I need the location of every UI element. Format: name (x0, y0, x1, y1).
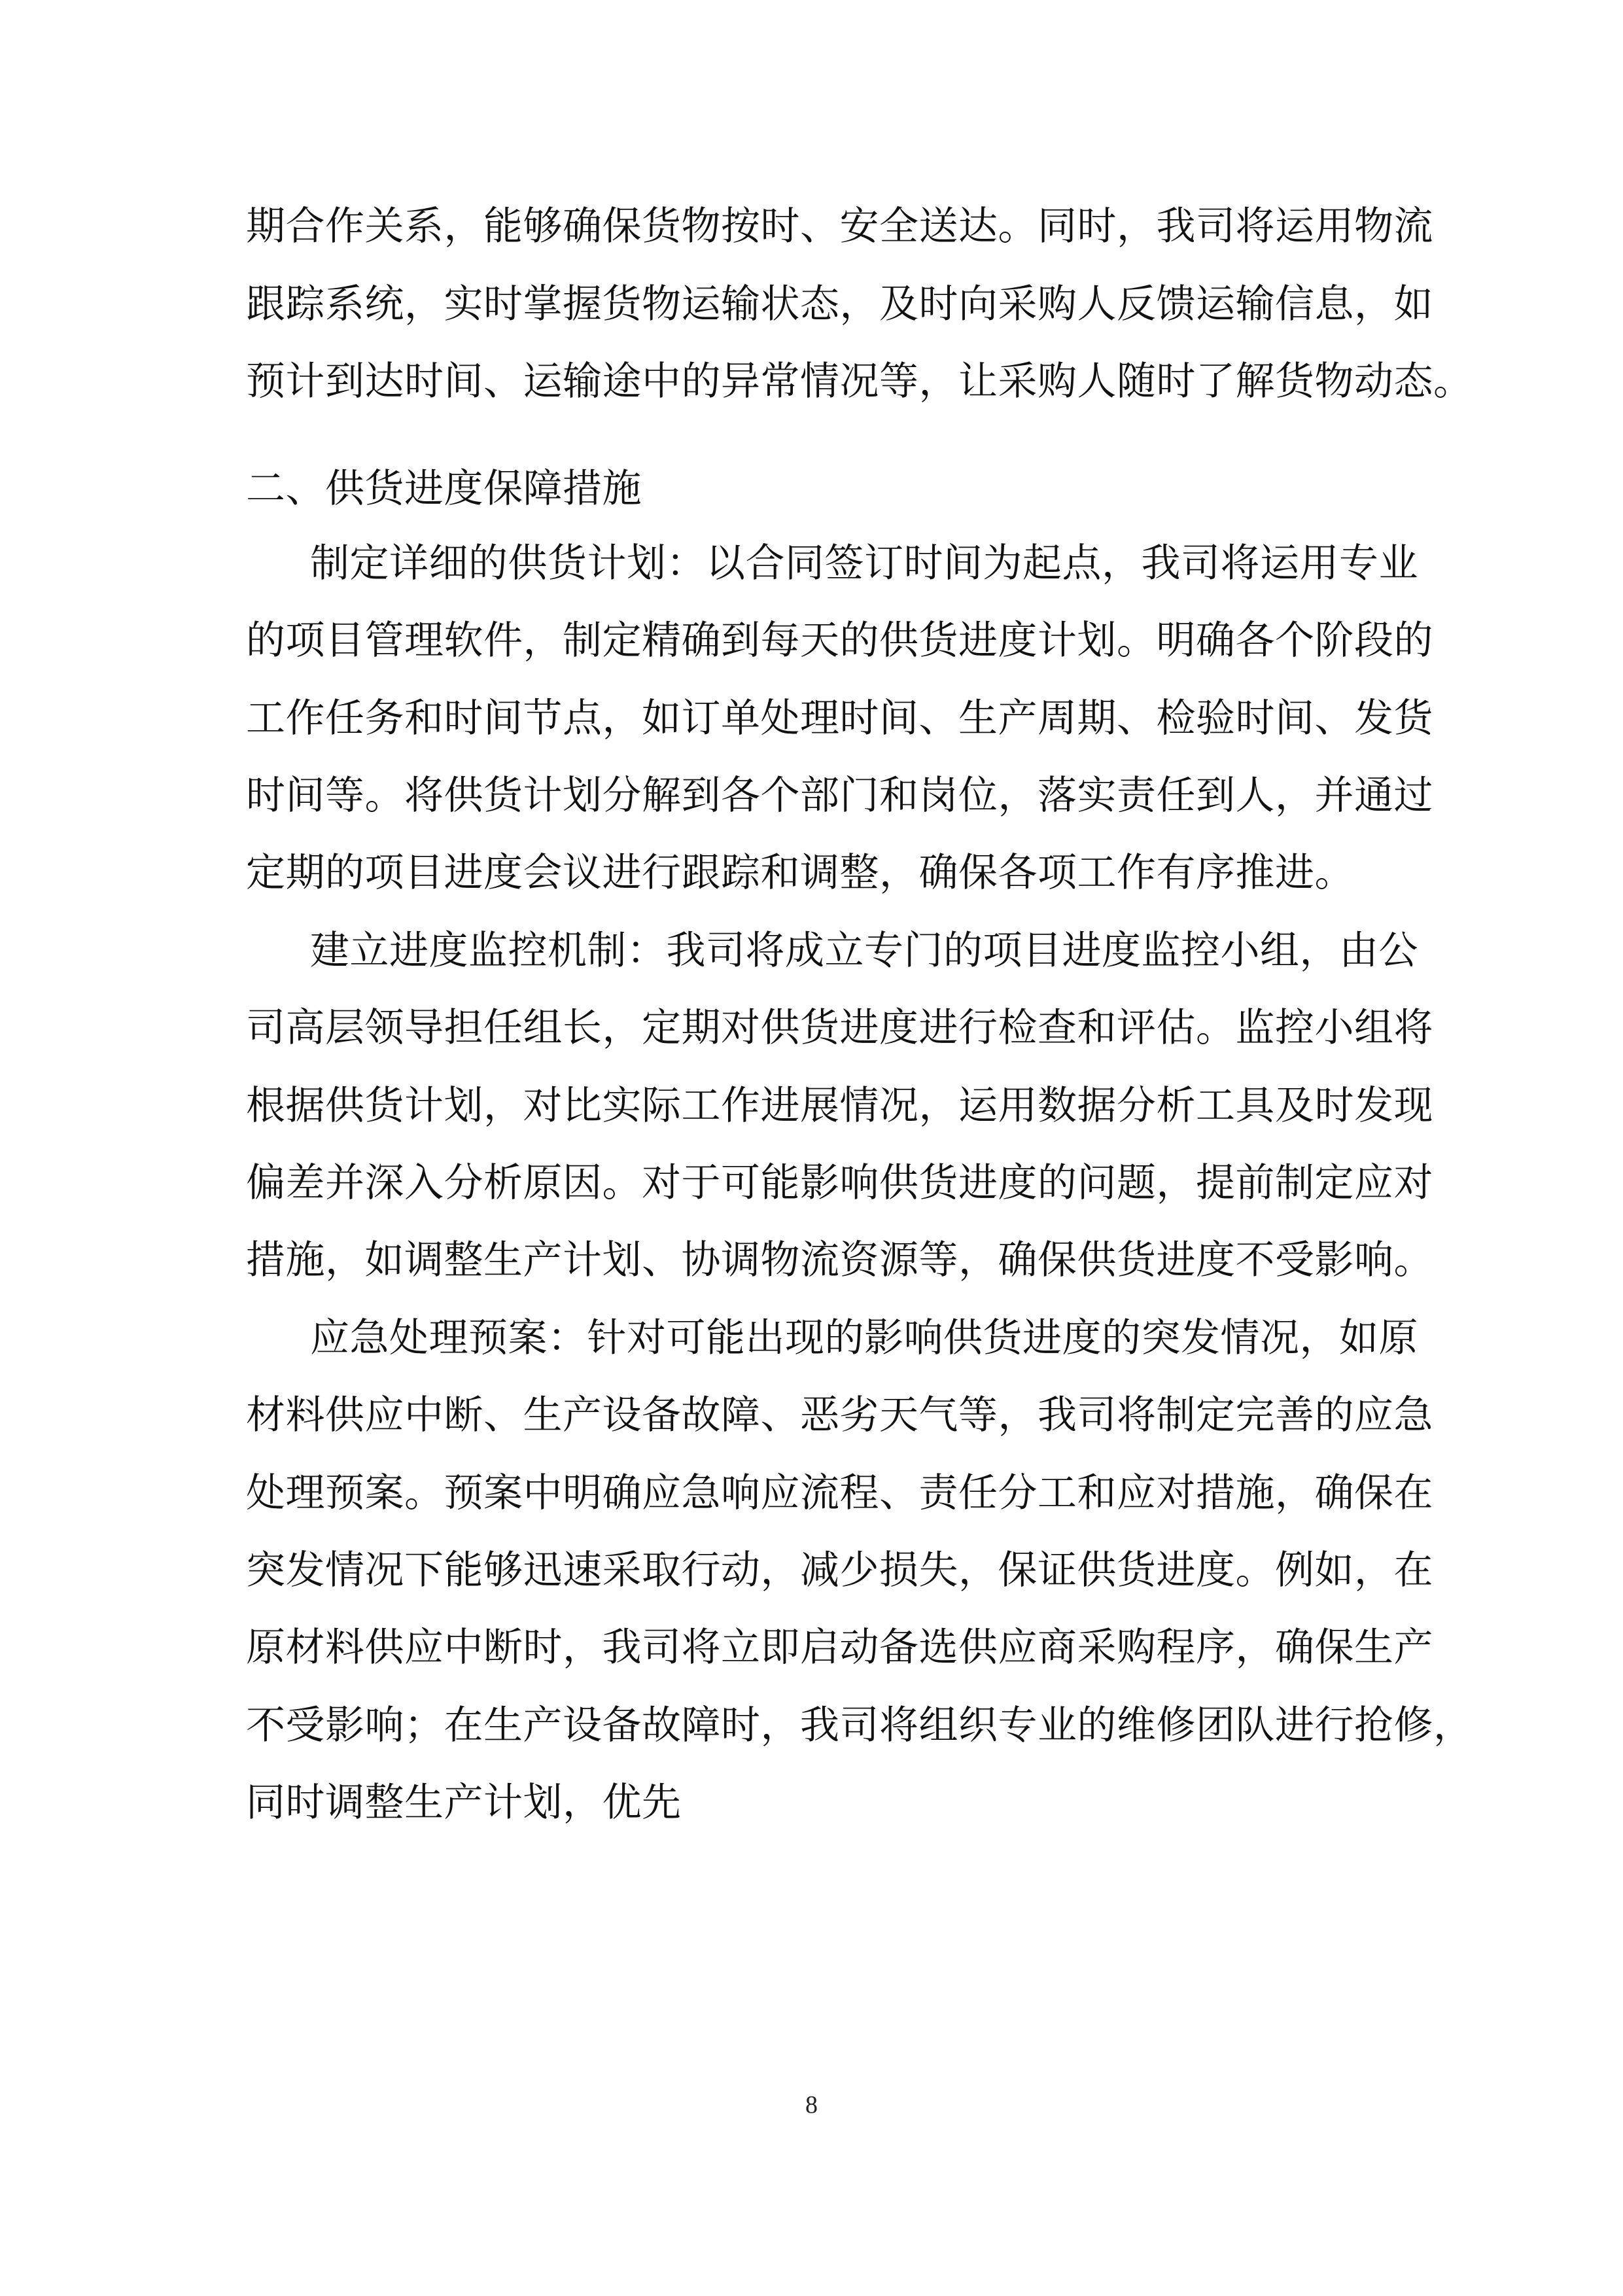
body-text-line: 应急处理预案：针对可能出现的影响供货进度的突发情况，如原 (310, 1315, 1418, 1361)
body-text-line: 时间等。将供货计划分解到各个部门和岗位，落实责任到人，并通过 (246, 773, 1433, 819)
body-text-line: 的项目管理软件，制定精确到每天的供货进度计划。明确各个阶段的 (246, 618, 1433, 663)
body-text-line: 同时调整生产计划，优先 (246, 1780, 682, 1826)
body-text-line: 工作任务和时间节点，如订单处理时间、生产周期、检验时间、发货 (246, 696, 1433, 741)
body-text-line: 制定详细的供货计划：以合同签订时间为起点，我司将运用专业 (310, 540, 1418, 586)
body-text-line: 偏差并深入分析原因。对于可能影响供货进度的问题，提前制定应对 (246, 1160, 1433, 1206)
body-text-line: 司高层领导担任组长，定期对供货进度进行检查和评估。监控小组将 (246, 1005, 1433, 1051)
body-text-line: 定期的项目进度会议进行跟踪和调整，确保各项工作有序推进。 (246, 850, 1354, 896)
body-text-line: 建立进度监控机制：我司将成立专门的项目进度监控小组，由公 (310, 928, 1418, 974)
body-text-line: 处理预案。预案中明确应急响应流程、责任分工和应对措施，确保在 (246, 1470, 1433, 1516)
page-number: 8 (805, 2091, 818, 2119)
section-heading: 二、供货进度保障措施 (246, 466, 642, 512)
body-text-line: 预计到达时间、运输途中的异常情况等，让采购人随时了解货物动态。 (246, 359, 1473, 404)
body-text-line: 原材料供应中断时，我司将立即启动备选供应商采购程序，确保生产 (246, 1625, 1433, 1670)
body-text-line: 措施，如调整生产计划、协调物流资源等，确保供货进度不受影响。 (246, 1237, 1433, 1283)
body-text-line: 跟踪系统，实时掌握货物运输状态，及时向采购人反馈运输信息，如 (246, 281, 1433, 327)
body-text-line: 期合作关系，能够确保货物按时、安全送达。同时，我司将运用物流 (246, 203, 1433, 249)
body-text-line: 突发情况下能够迅速采取行动，减少损失，保证供货进度。例如，在 (246, 1547, 1433, 1593)
body-text-line: 材料供应中断、生产设备故障、恶劣天气等，我司将制定完善的应急 (246, 1392, 1433, 1438)
body-text-line: 不受影响；在生产设备故障时，我司将组织专业的维修团队进行抢修， (246, 1703, 1473, 1748)
body-text-line: 根据供货计划，对比实际工作进展情况，运用数据分析工具及时发现 (246, 1083, 1433, 1129)
